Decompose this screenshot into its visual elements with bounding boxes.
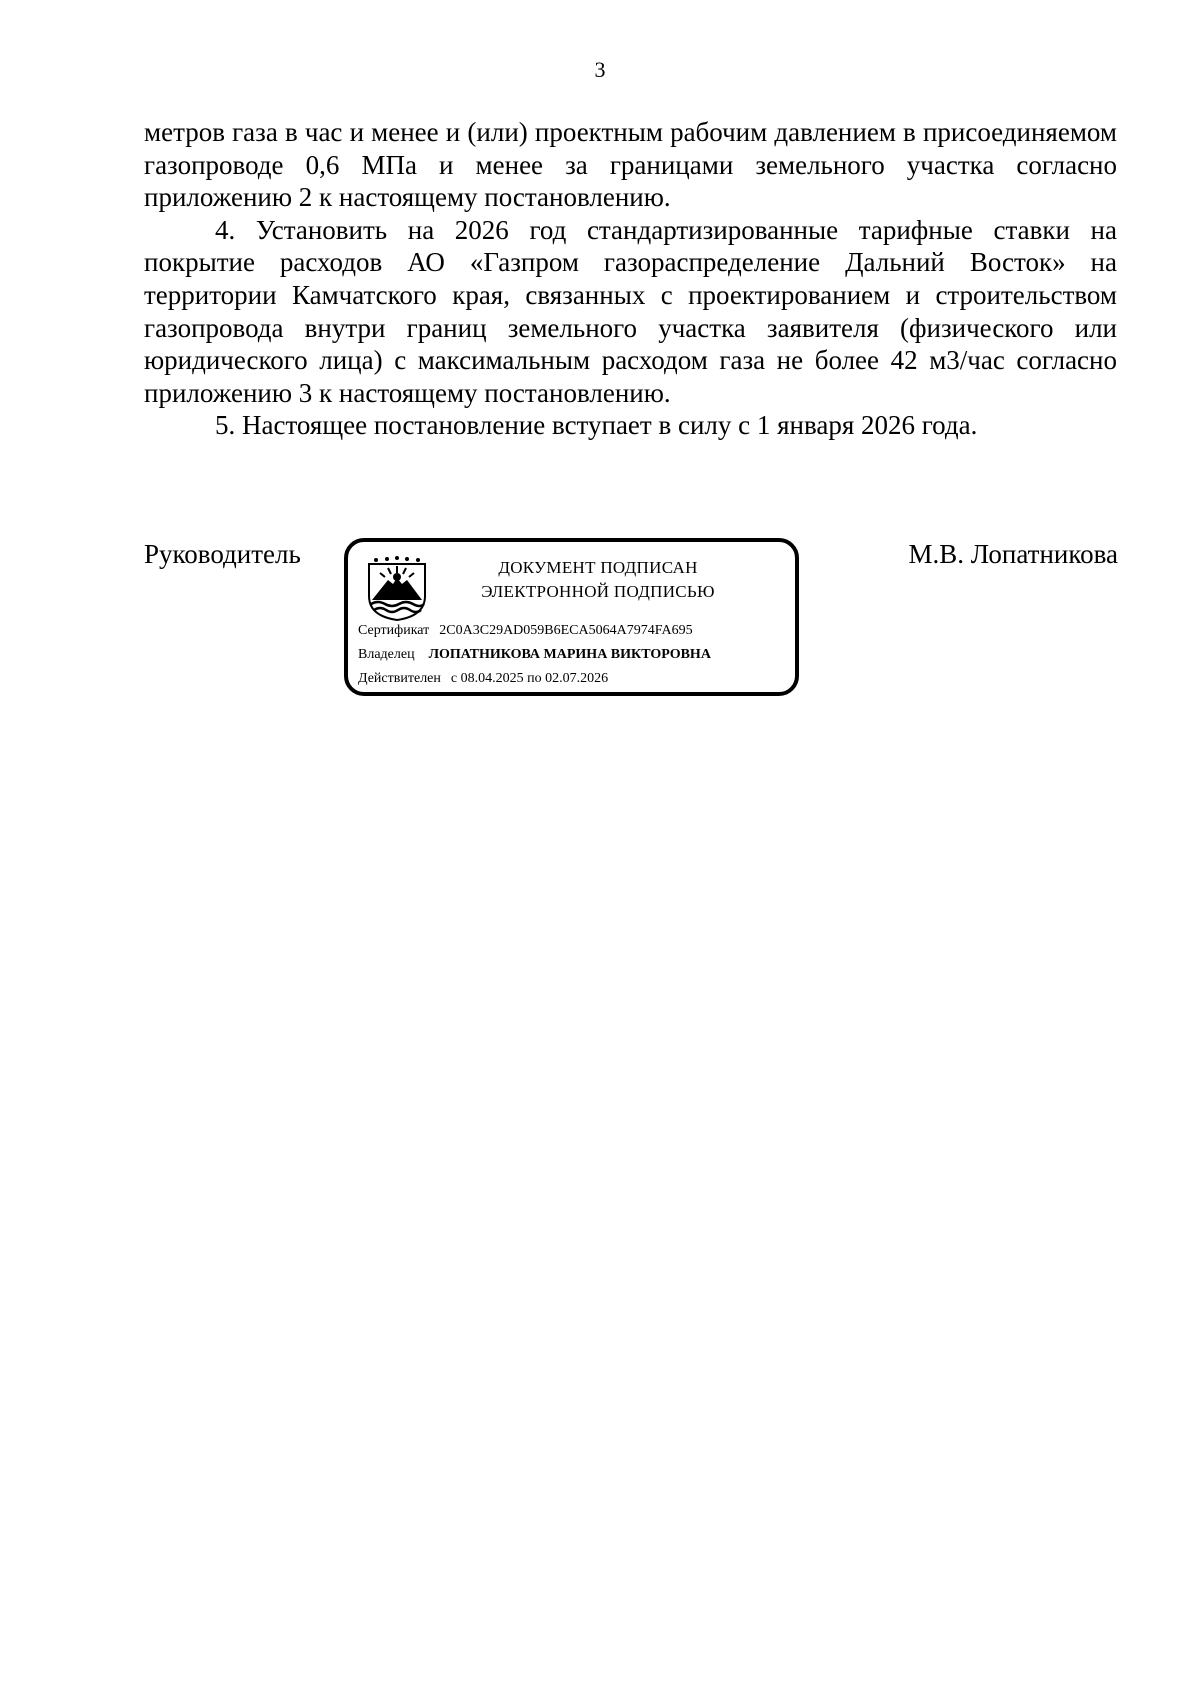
kamchatka-coat-of-arms-icon [366,556,428,622]
stamp-owner-row [358,646,711,664]
document-body [144,116,1117,442]
stamp-title [448,556,748,604]
certificate-label: Сертификат [358,623,430,638]
certificate-value: 2C0A3C29AD059B6ECA5064A7974FA695 [439,623,693,638]
owner-value: ЛОПАТНИКОВА МАРИНА ВИКТОРОВНА [428,647,711,662]
page-number: 3 [594,57,606,82]
signer-position: Руководитель [144,539,301,569]
owner-label: Владелец [358,647,415,662]
stamp-title-line2: ЭЛЕКТРОННОЙ ПОДПИСЬЮ [481,582,715,601]
paragraph-continuation: метров газа в час и менее и (или) проектным рабочим давлением в присоединяемом газопроводе 0,6 МПа и менее за границами земельного участка согласно приложению 2 к настоящему постановлению. [144,117,1117,213]
electronic-signature-stamp [344,538,799,696]
valid-value: с 08.04.2025 по 02.07.2026 [450,671,609,686]
stamp-certificate-row [358,622,693,640]
signer-name: М.В. Лопатникова [908,539,1118,569]
valid-label: Действителен [358,671,441,686]
stamp-validity-row [358,670,608,688]
paragraph-item-5: 5. Настоящее постановление вступает в силу с 1 января 2026 года. [215,410,978,441]
paragraph-item-4: 4. Установить на 2026 год стандартизированные тарифные ставки на покрытие расходов АО «Газпром газораспределение Дальний Восток» на территории Камчатского края, связанных с проектированием и строительством газопровода внутри границ земельного участка заявителя (физического или юридического лица) с максимальным расходом газа не более 42 м3/час согласно приложению 3 к настоящему постановлению. [144,214,1117,408]
stamp-title-line1: ДОКУМЕНТ ПОДПИСАН [498,558,698,577]
